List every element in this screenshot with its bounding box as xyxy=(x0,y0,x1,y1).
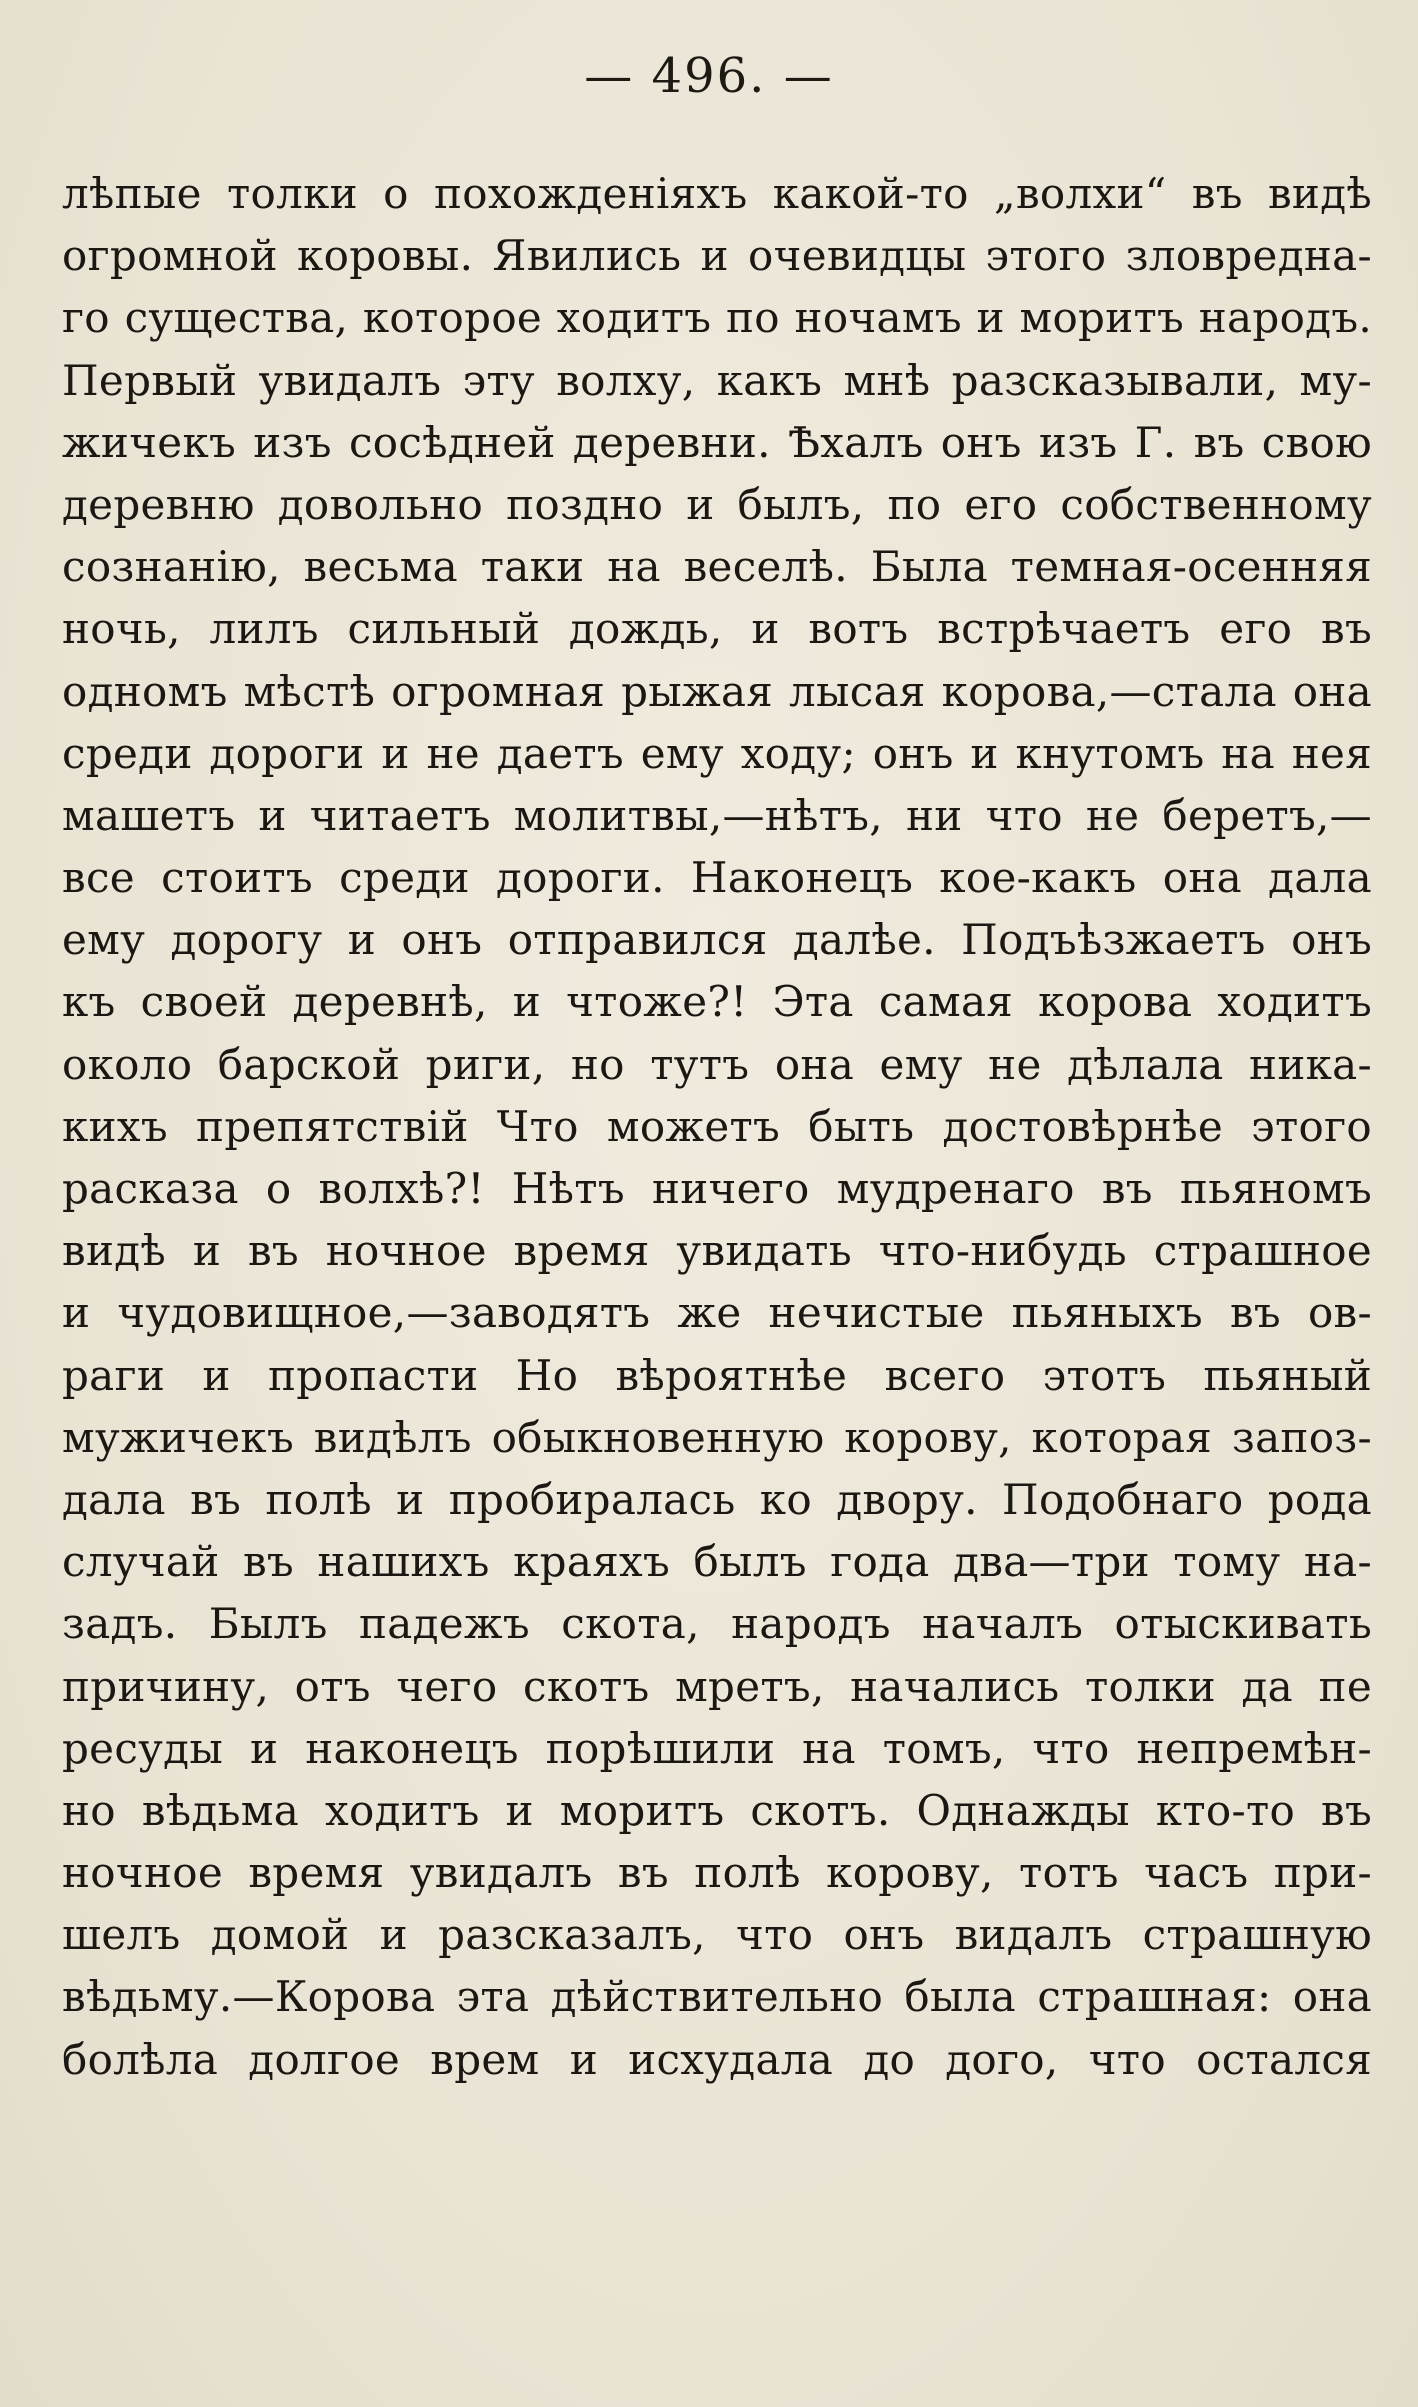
text-line: дала въ полѣ и пробиралась ко двору. Подобнаго рода xyxy=(62,1474,1372,1524)
text-line: задъ. Былъ падежъ скота, народъ началъ отыскивать xyxy=(62,1599,1372,1649)
body-text xyxy=(62,163,1372,2091)
text-line: жичекъ изъ сосѣдней деревни. Ѣхалъ онъ изъ Г. въ свою xyxy=(62,417,1372,467)
text-line: ему дорогу и онъ отправился далѣе. Подъѣзжаетъ онъ xyxy=(62,915,1372,965)
text-line: лѣпые толки о похожденіяхъ какой-то „волхи“ въ видѣ xyxy=(62,169,1372,218)
text-line: огромной коровы. Явились и очевидцы этого зловредна- xyxy=(62,231,1372,281)
text-line: все стоитъ среди дороги. Наконецъ кое-какъ она дала xyxy=(62,853,1372,903)
text-line: го существа, которое ходитъ по ночамъ и моритъ народъ. xyxy=(62,293,1372,343)
text-line: среди дороги и не даетъ ему ходу; онъ и кнутомъ на нея xyxy=(62,728,1372,778)
text-line: сознанію, весьма таки на веселѣ. Была темная-осенняя xyxy=(62,542,1372,592)
text-line: видѣ и въ ночное время увидать что-нибудь страшное xyxy=(62,1226,1372,1276)
text-line: Первый увидалъ эту волху, какъ мнѣ разсказывали, му- xyxy=(62,355,1372,405)
text-line: и чудовищное,—заводятъ же нечистые пьяныхъ въ ов- xyxy=(62,1288,1372,1338)
page-number: — 496. — xyxy=(584,48,834,104)
text-line: одномъ мѣстѣ огромная рыжая лысая корова,—стала она xyxy=(62,666,1372,716)
text-line: раги и пропасти Но вѣроятнѣе всего этотъ пьяный xyxy=(62,1350,1372,1400)
text-line: мужичекъ видѣлъ обыкновенную корову, которая запоз- xyxy=(62,1412,1372,1462)
text-line: машетъ и читаетъ молитвы,—нѣтъ, ни что не беретъ,— xyxy=(62,790,1372,840)
text-line: около барской риги, но тутъ она ему не дѣлала ника- xyxy=(62,1039,1372,1089)
text-line: расказа о волхѣ?! Нѣтъ ничего мудренаго въ пьяномъ xyxy=(62,1164,1372,1213)
text-line: причину, отъ чего скотъ мретъ, начались толки да пе xyxy=(62,1661,1372,1711)
text-line: болѣла долгое врем и исхудала до дого, что остался xyxy=(62,2034,1372,2084)
text-line: случай въ нашихъ краяхъ былъ года два—три тому на- xyxy=(62,1537,1372,1587)
text-line: ночь, лилъ сильный дождь, и вотъ встрѣчаетъ его въ xyxy=(62,604,1372,654)
text-line: ресуды и наконецъ порѣшили на томъ, что непремѣн- xyxy=(62,1723,1372,1773)
text-line: шелъ домой и разсказалъ, что онъ видалъ страшную xyxy=(62,1910,1372,1960)
text-line: кихъ препятствій Что можетъ быть достовѣрнѣе этого xyxy=(62,1101,1372,1151)
text-line: ночное время увидалъ въ полѣ корову, тотъ часъ при- xyxy=(62,1848,1372,1898)
text-line: къ своей деревнѣ, и чтожe?! Эта самая корова ходитъ xyxy=(62,977,1372,1027)
text-line: вѣдьму.—Корова эта дѣйствительно была страшная: она xyxy=(62,1972,1372,2022)
text-line: но вѣдьма ходитъ и моритъ скотъ. Однажды кто-то въ xyxy=(62,1785,1372,1835)
text-line: деревню довольно поздно и былъ, по его собственному xyxy=(62,479,1372,529)
